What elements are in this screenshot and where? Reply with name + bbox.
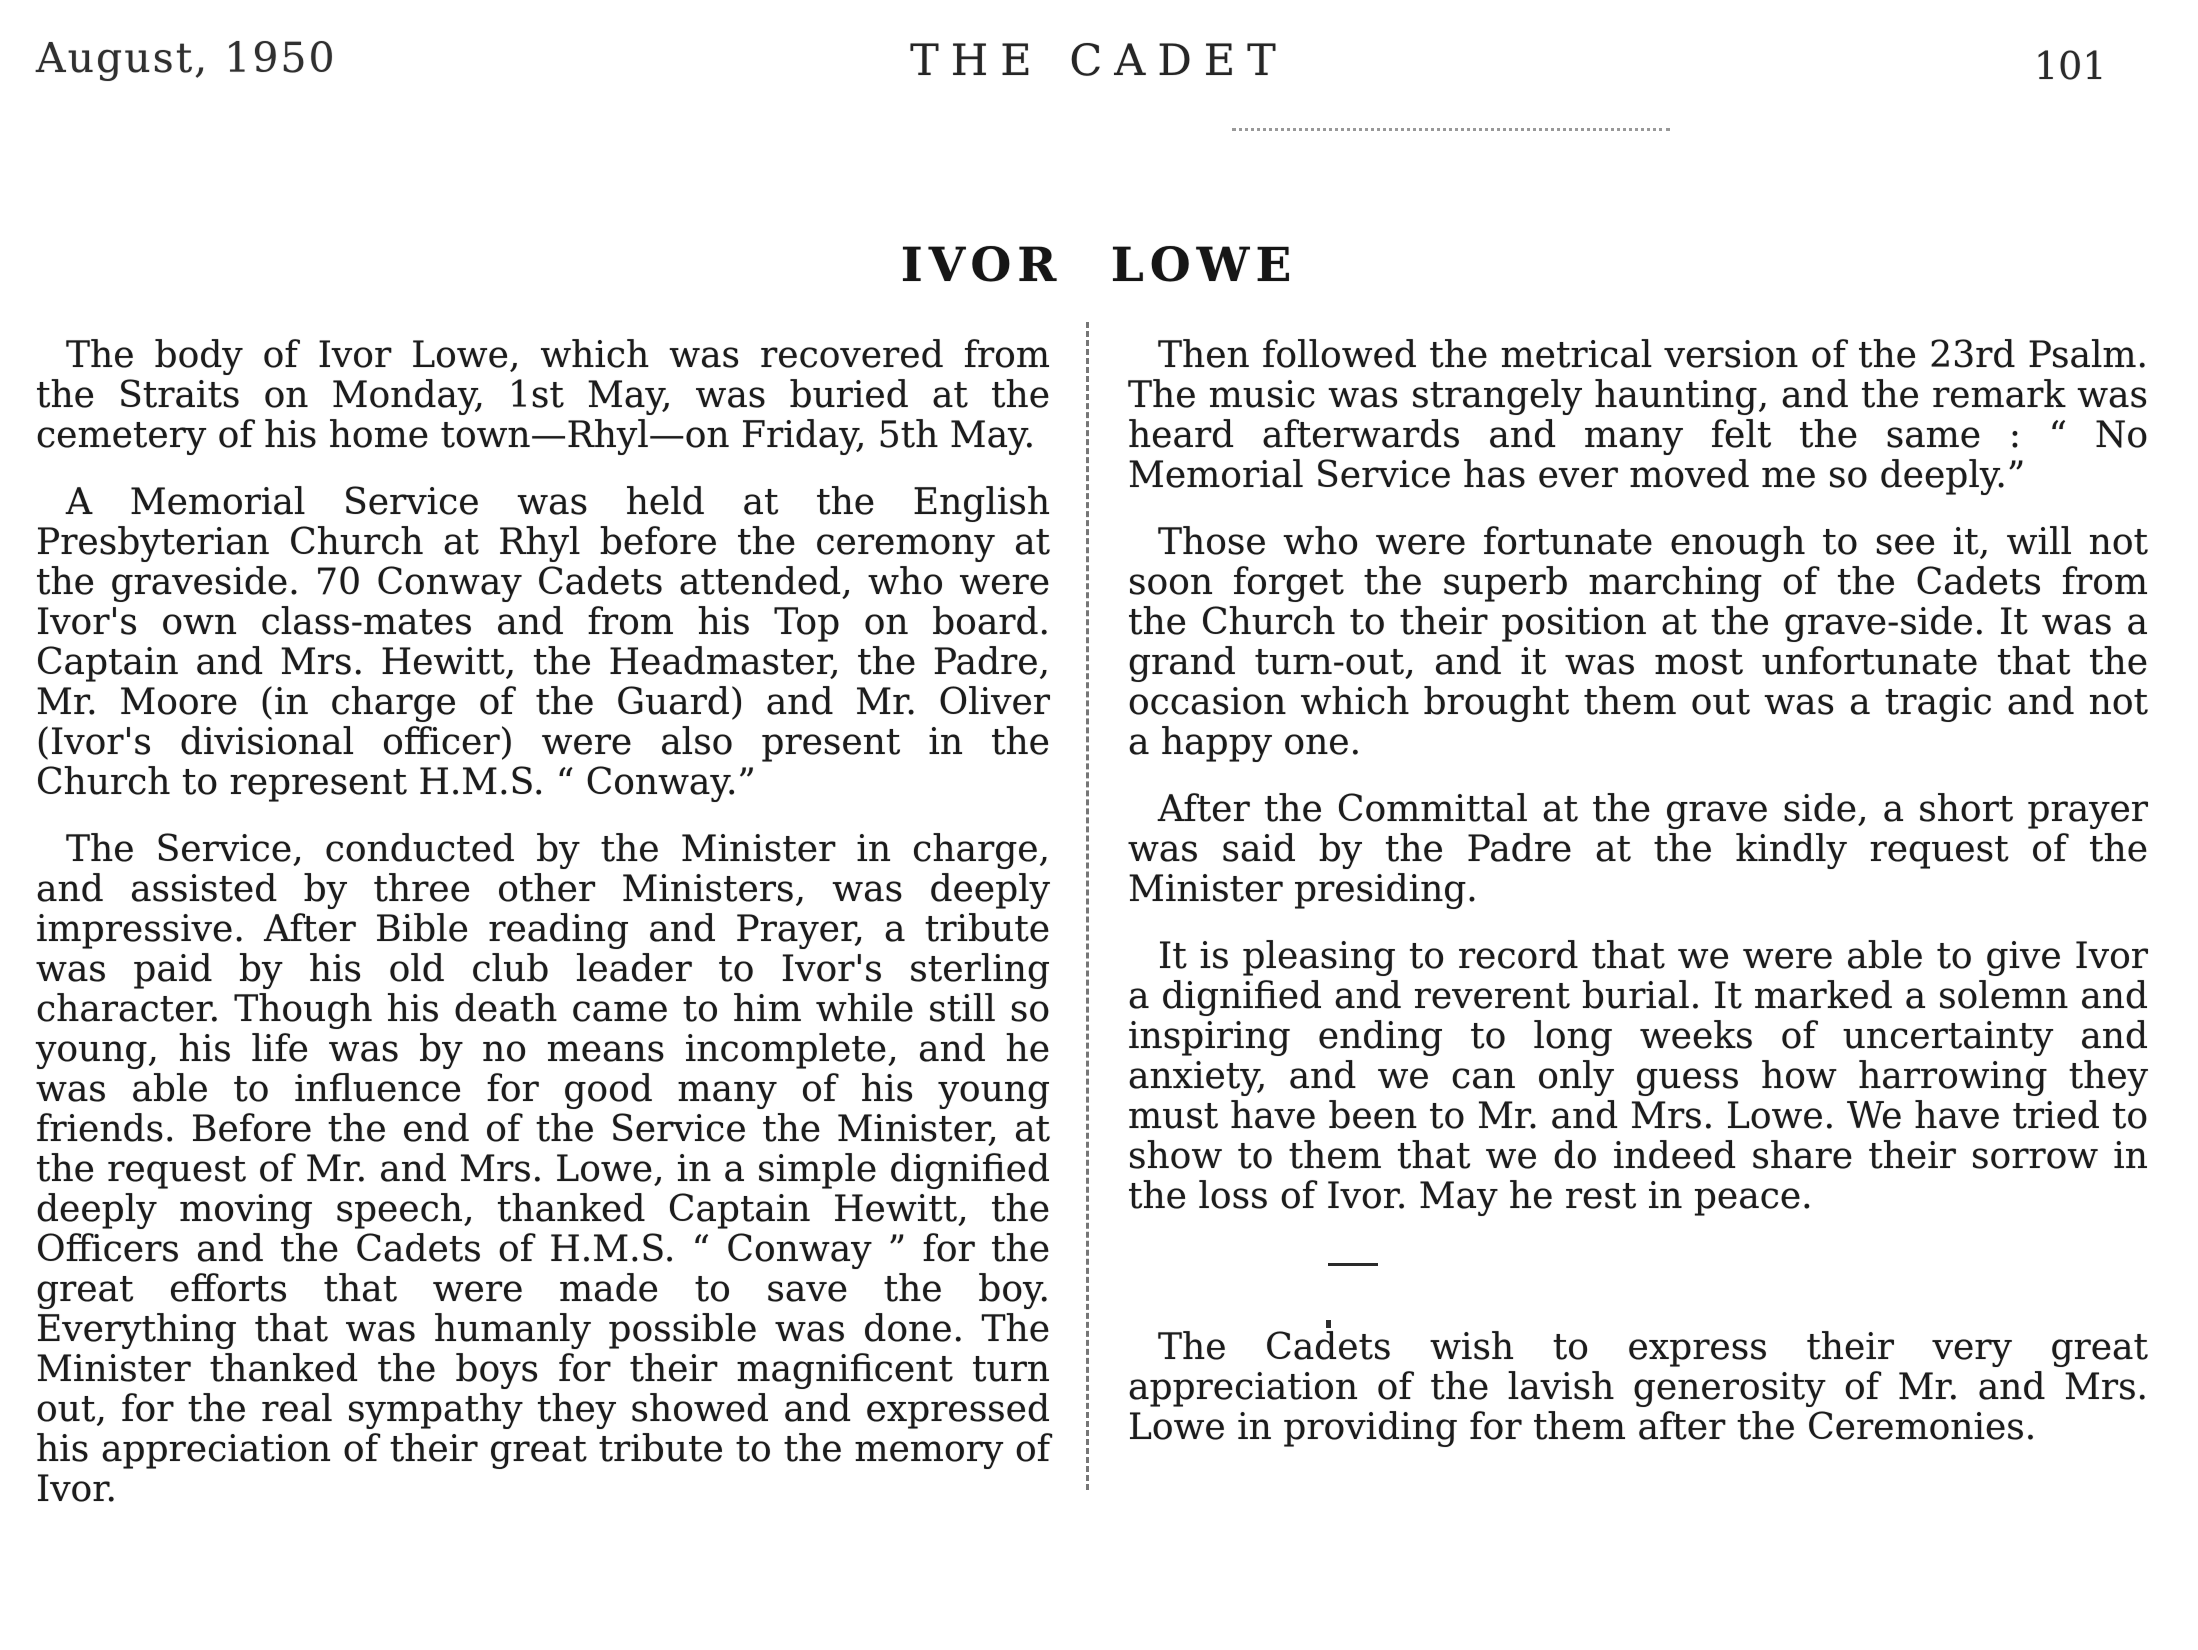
header-issue-date: August, 1950 [36, 34, 337, 82]
header-dotted-rule [1232, 128, 1670, 131]
header-page-number: 101 [2034, 44, 2107, 88]
column-divider-rule [1086, 322, 1089, 1490]
section-end-rule [1328, 1263, 1378, 1266]
paragraph: A Memorial Service was held at the English Presbyterian Church at Rhyl before the ceremony at the graveside. 70 Conway Cadets attended, who were Ivor's own class-mates and from his Top on board. Captain and Mrs. Hewitt, the Headmaster, the Padre, Mr. Moore (in charge of the Guard) and Mr. Oliver (Ivor's divisional officer) were also present in the Church to represent H.M.S. “ Conway.” [36, 482, 1050, 803]
paragraph: The Cadets wish to express their very great appreciation of the lavish generosity of Mr. and Mrs. Lowe in providing for them after the Ceremonies. [1128, 1327, 2148, 1448]
left-column [36, 336, 1050, 1537]
paragraph: The Service, conducted by the Minister in charge, and assisted by three other Ministers, was deeply impressive. After Bible reading and Prayer, a tribute was paid by his old club leader to Ivor's sterling character. Though his death came to him while still so young, his life was by no means incomplete, and he was able to influence for good many of his young friends. Before the end of the Service the Minister, at the request of Mr. and Mrs. Lowe, in a simple dignified deeply moving speech, thanked Captain Hewitt, the Officers and the Cadets of H.M.S. “ Conway ” for the great efforts that were made to save the boy. Everything that was humanly possible was done. The Minister thanked the boys for their magnificent turn out, for the real sympathy they showed and expressed his appreciation of their great tribute to the memory of Ivor. [36, 829, 1050, 1510]
right-column [1128, 336, 2148, 1475]
paragraph: Then followed the metrical version of the 23rd Psalm. The music was strangely haunting, and the remark was heard afterwards and many felt the same : “ No Memorial Service has ever moved me so deeply.” [1128, 335, 2148, 496]
paragraph: After the Committal at the grave side, a short prayer was said by the Padre at the kindly request of the Minister presiding. [1128, 789, 2148, 910]
paragraph: It is pleasing to record that we were able to give Ivor a dignified and reverent burial. It marked a solemn and inspiring ending to long weeks of uncertainty and anxiety, and we can only guess how harrowing they must have been to Mr. and Mrs. Lowe. We have tried to show to them that we do indeed share their sorrow in the loss of Ivor. May he rest in peace. [1128, 936, 2148, 1217]
article-title: IVOR LOWE [900, 238, 1298, 293]
paragraph: The body of Ivor Lowe, which was recovered from the Straits on Monday, 1st May, was buried at the cemetery of his home town—Rhyl—on Friday, 5th May. [36, 335, 1050, 456]
paragraph: Those who were fortunate enough to see it, will not soon forget the superb marching of the Cadets from the Church to their position at the grave-side. It was a grand turn-out, and it was most unfortunate that the occasion which brought them out was a tragic and not a happy one. [1128, 522, 2148, 763]
header-journal-title: THE CADET [910, 36, 1288, 86]
